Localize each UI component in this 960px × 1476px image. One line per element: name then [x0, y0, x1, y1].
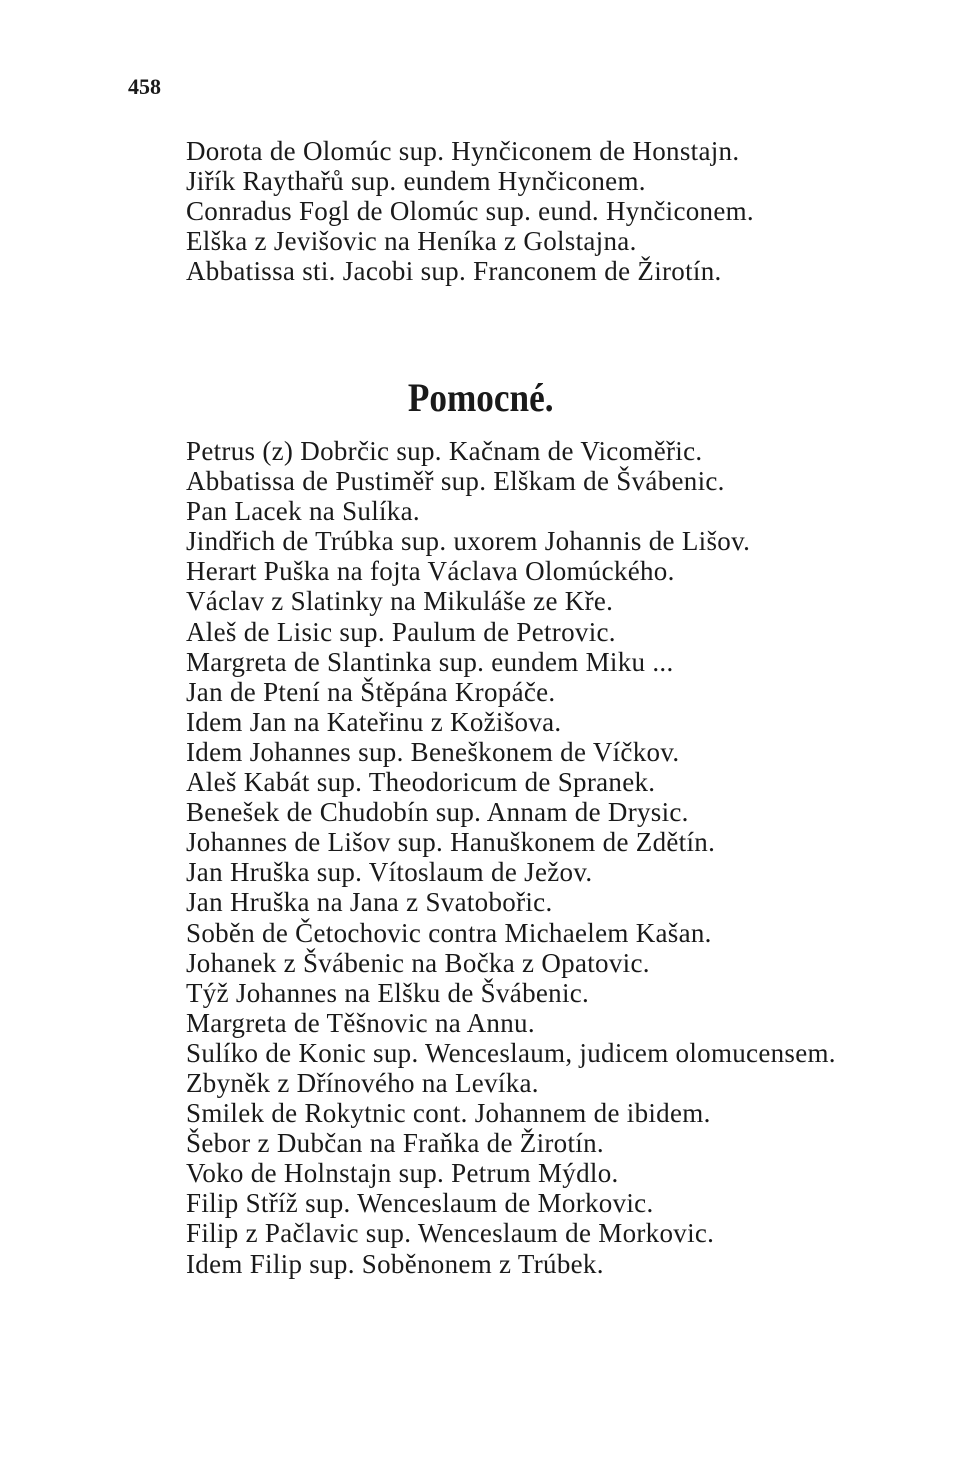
- entry: Šebor z Dubčan na Fraňka de Žirotín.: [186, 1128, 604, 1159]
- entries-top: [126, 136, 838, 286]
- entry: Zbyněk z Dřínového na Levíka.: [186, 1067, 539, 1098]
- entry: Sulíko de Konic sup. Wenceslaum, judicem olomucensem.: [186, 1037, 836, 1068]
- entry: Idem Johannes sup. Beneškonem de Víčkov.: [186, 736, 680, 767]
- entry: Soběn de Četochovic contra Michaelem Kašan.: [186, 917, 712, 948]
- entry: Abbatissa sti. Jacobi sup. Franconem de Žirotín.: [186, 256, 722, 287]
- page-number: 458: [128, 74, 161, 99]
- entries-main: [126, 436, 838, 1279]
- entry: Voko de Holnstajn sup. Petrum Mýdlo.: [186, 1158, 619, 1189]
- entry: Týž Johannes na Elšku de Švábenic.: [186, 977, 590, 1008]
- entry: Elška z Jevišovic na Heníka z Golstajna.: [186, 226, 637, 257]
- entry: Jiřík Raythařů sup. eundem Hynčiconem.: [186, 166, 646, 197]
- entry: Filip z Pačlavic sup. Wenceslaum de Morkovic.: [186, 1218, 715, 1249]
- entry: Aleš de Lisic sup. Paulum de Petrovic.: [186, 616, 616, 647]
- entry: Jan Hruška sup. Vítoslaum de Ježov.: [186, 857, 593, 888]
- entry: Filip Stříž sup. Wenceslaum de Morkovic.: [186, 1188, 654, 1219]
- entry: Jan Hruška na Jana z Svatobořic.: [186, 887, 553, 918]
- entry: Smilek de Rokytnic cont. Johannem de ibidem.: [186, 1098, 711, 1129]
- entry: Conradus Fogl de Olomúc sup. eund. Hynčiconem.: [186, 196, 754, 227]
- entry: Pan Lacek na Sulíka.: [186, 496, 420, 527]
- entry: Johannes de Lišov sup. Hanuškonem de Zdětín.: [186, 827, 716, 858]
- entry: Idem Filip sup. Soběnonem z Trúbek.: [186, 1248, 604, 1279]
- entry: Margreta de Slantinka sup. eundem Miku ...: [186, 646, 674, 677]
- entry: Herart Puška na fojta Václava Olomúckého.: [186, 556, 675, 587]
- entry: Johanek z Švábenic na Bočka z Opatovic.: [186, 947, 650, 978]
- entry: Abbatissa de Pustiměř sup. Elškam de Švábenic.: [186, 466, 725, 497]
- entry: Jindřich de Trúbka sup. uxorem Johannis de Lišov.: [186, 526, 751, 557]
- entry: Václav z Slatinky na Mikuláše ze Kře.: [186, 586, 614, 617]
- entry: Aleš Kabát sup. Theodoricum de Spranek.: [186, 767, 656, 798]
- entry: Idem Jan na Kateřinu z Kožišova.: [186, 706, 562, 737]
- entry: Jan de Ptení na Štěpána Kropáče.: [186, 676, 556, 707]
- entry: Dorota de Olomúc sup. Hynčiconem de Honstajn.: [186, 136, 740, 166]
- entry: Benešek de Chudobín sup. Annam de Drysic.: [186, 797, 689, 828]
- entry: Petrus (z) Dobrčic sup. Kačnam de Vicoměřic.: [186, 436, 703, 466]
- section-heading: Pomocné.: [407, 375, 554, 420]
- entry: Margreta de Těšnovic na Annu.: [186, 1007, 535, 1038]
